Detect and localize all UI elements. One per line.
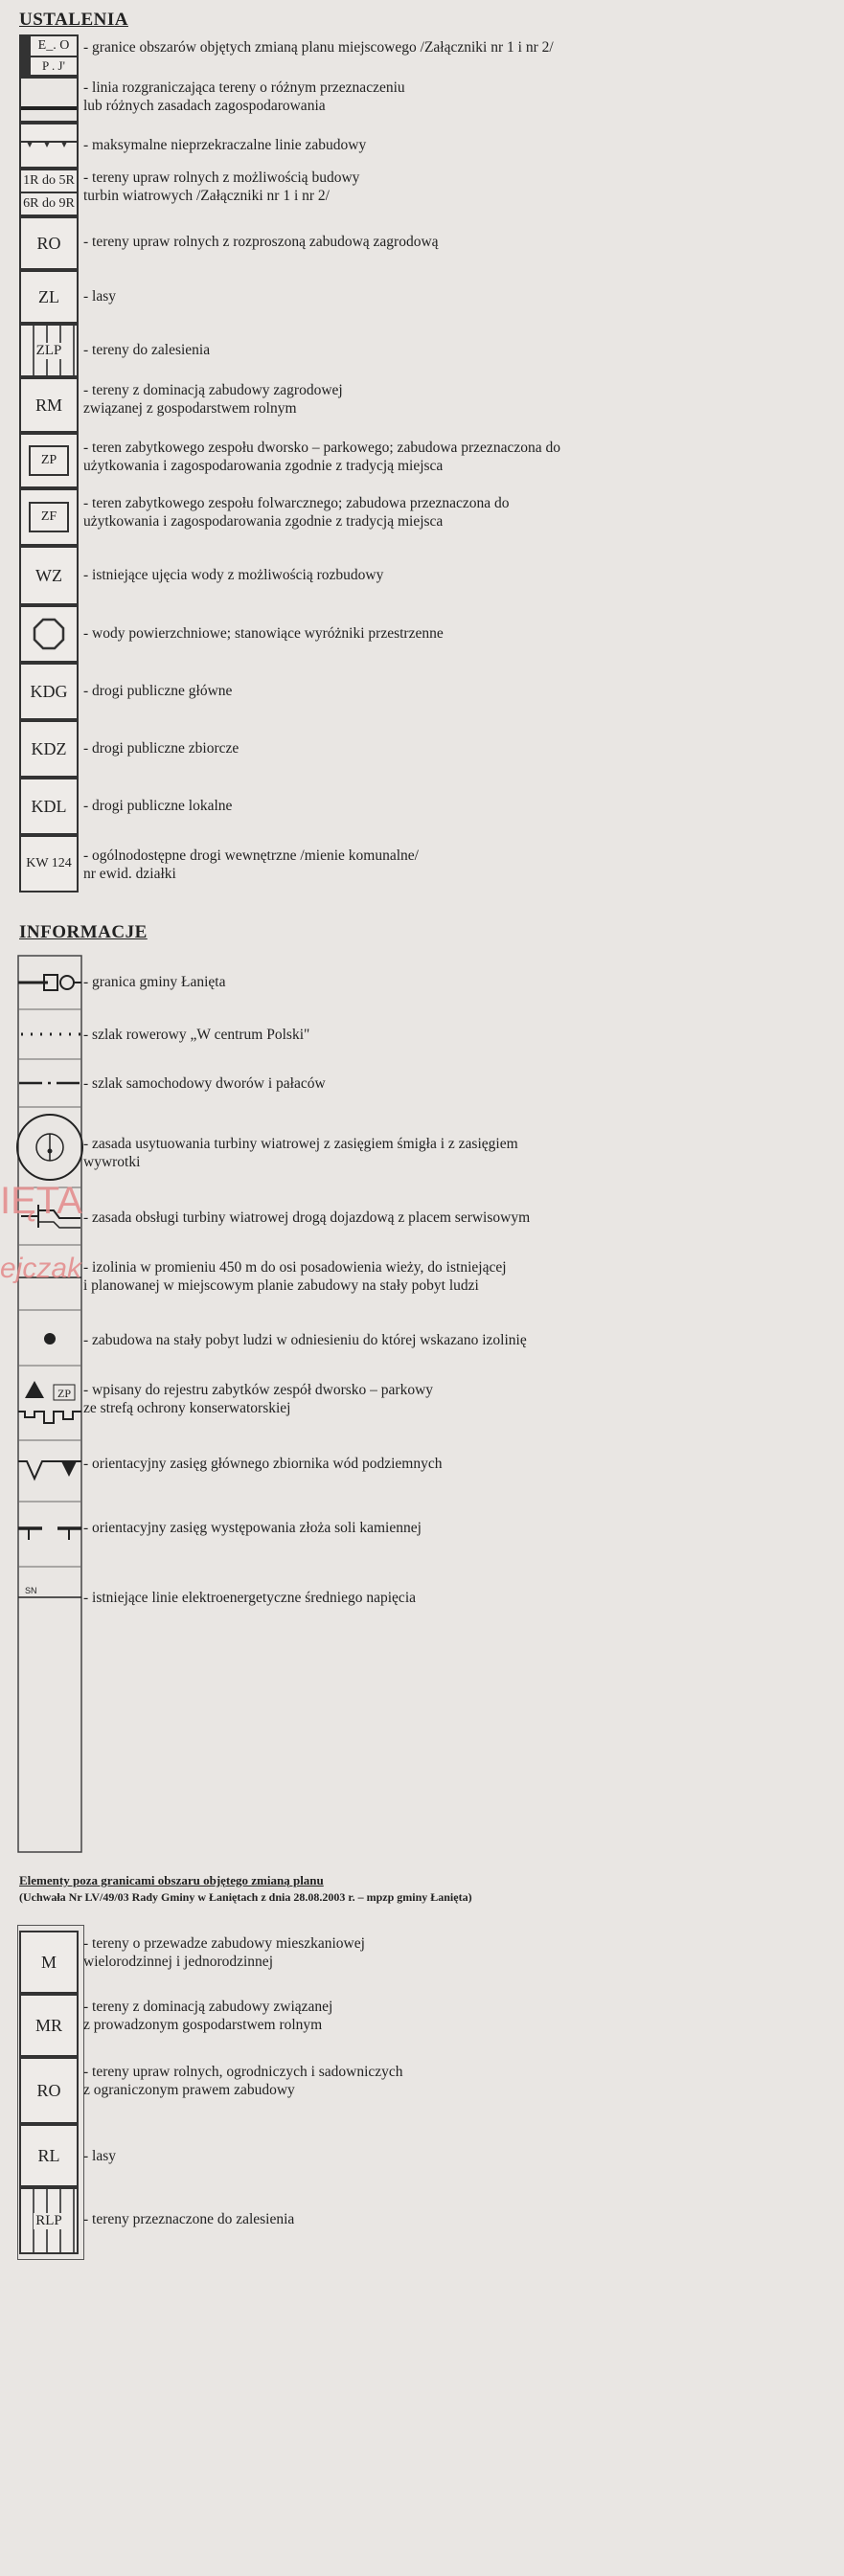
- legend-symbol-kdg: KDG: [19, 663, 79, 720]
- municipal-border-icon: [18, 975, 81, 990]
- legend-desc: - lasy: [83, 288, 117, 305]
- legend-desc: - tereny z dominacją zabudowy zagrodowej związanej z gospodarstwem rolnym: [83, 382, 343, 417]
- legend-symbol-ro: RO: [19, 216, 79, 270]
- legend-desc: - istniejące linie elektroenergetyczne średniego napięcia: [83, 1590, 417, 1606]
- legend-desc: - teren zabytkowego zespołu dworsko – parkowego; zabudowa przeznaczona do użytkowania i zagospodarowania zgodnie z tradycją miejsca: [83, 440, 560, 474]
- legend-desc: - orientacyjny zasięg głównego zbiornika wód podziemnych: [83, 1456, 443, 1472]
- symbol-label: SN: [25, 1586, 37, 1595]
- legend-symbol-mr: MR: [19, 1994, 79, 2057]
- legend-symbol-wz: WZ: [19, 546, 79, 605]
- legend-desc: - zabudowa na stały pobyt ludzi w odniesieniu do której wskazano izolinię: [83, 1332, 527, 1348]
- legend-desc: - tereny upraw rolnych z możliwością budowy turbin wiatrowych /Załączniki nr 1 i nr 2/: [83, 169, 360, 204]
- service-road-icon: [21, 1205, 80, 1228]
- octagon-icon: [33, 618, 65, 650]
- section-title-elementy: Elementy poza granicami obszaru objętego zmianą planu: [19, 1873, 324, 1887]
- symbol-bottom: 6R do 9R: [23, 196, 75, 211]
- legend-symbol-1r-9r: [19, 169, 79, 216]
- legend-desc: - drogi publiczne zbiorcze: [83, 740, 240, 757]
- legend-desc: - lasy: [83, 2148, 117, 2164]
- legend-symbol-kw: KW 124: [19, 835, 79, 893]
- legend-desc: - tereny upraw rolnych, ogrodniczych i sadowniczych z ograniczonym prawem zabudowy: [83, 2064, 403, 2098]
- legend-desc: - szlak rowerowy „W centrum Polski": [83, 1027, 310, 1043]
- legend-desc: - granice obszarów objętych zmianą planu miejscowego /Załączniki nr 1 i nr 2/: [83, 39, 554, 56]
- legend-desc: - zasada obsługi turbiny wiatrowej drogą dojazdową z placem serwisowym: [83, 1209, 531, 1226]
- legend-desc: - maksymalne nieprzekraczalne linie zabudowy: [83, 137, 367, 153]
- legend-desc: - szlak samochodowy dworów i pałaców: [83, 1075, 326, 1092]
- legend-desc: - granica gminy Łanięta: [83, 974, 226, 990]
- legend-desc: - ogólnodostępne drogi wewnętrzne /mienie komunalne/ nr ewid. działki: [83, 847, 419, 882]
- rock-salt-icon: [18, 1528, 81, 1540]
- legend-desc: - tereny upraw rolnych z rozproszoną zabudową zagrodową: [83, 234, 439, 250]
- stamp-text: ejczak: [0, 1253, 82, 1284]
- legend-symbol-boundary: [19, 34, 79, 77]
- legend-symbol-rm: RM: [19, 377, 79, 433]
- legend-symbol-zp: [19, 433, 79, 488]
- legend-symbol-ro-2: RO: [19, 2057, 79, 2124]
- section-title-ustalenia: USTALENIA: [19, 10, 128, 30]
- legend-symbol-kdl: KDL: [19, 778, 79, 835]
- symbol-inner: ZP: [29, 445, 69, 476]
- legend-desc: - tereny przeznaczone do zalesienia: [83, 2211, 295, 2227]
- symbol-bottom: P . J': [42, 58, 65, 73]
- legend-desc: - tereny do zalesienia: [83, 342, 211, 358]
- section-subtitle-elementy: (Uchwała Nr LV/49/03 Rady Gminy w Łaniętach z dnia 28.08.2003 r. – mpzp gminy Łanięta): [19, 1890, 472, 1904]
- legend-desc: - orientacyjny zasięg występowania złoża soli kamiennej: [83, 1520, 422, 1536]
- residential-dot-icon: [44, 1333, 56, 1344]
- legend-desc: - wody powierzchniowe; stanowiące wyróżniki przestrzenne: [83, 625, 444, 642]
- legend-desc: - zasada usytuowania turbiny wiatrowej z zasięgiem śmigła i z zasięgiem wywrotki: [83, 1136, 518, 1170]
- monument-icon: [18, 1381, 81, 1423]
- symbol-label: ZLP: [35, 342, 62, 358]
- legend-desc: - tereny o przewadze zabudowy mieszkaniowej wielorodzinnej i jednorodzinnej: [83, 1935, 365, 1970]
- dividing-line-symbol: [19, 77, 79, 123]
- legend-symbol-zlp: [19, 324, 79, 377]
- informacje-symbols: [15, 954, 84, 1854]
- legend-desc: - izolinia w promieniu 450 m do osi posadowienia wieży, do istniejącej i planowanej w miejscowym planie zabudowy na stały pobyt ludzi: [83, 1259, 507, 1294]
- legend-desc: - wpisany do rejestru zabytków zespół dworsko – parkowy ze strefą ochrony konserwatorskiej: [83, 1382, 434, 1416]
- section-title-informacje: INFORMACJE: [19, 922, 148, 942]
- building-line-symbol: [19, 123, 79, 169]
- symbol-top: 1R do 5R: [21, 170, 77, 193]
- legend-symbol-kdz: KDZ: [19, 720, 79, 778]
- groundwater-icon: [18, 1461, 81, 1479]
- symbol-label: ZP: [57, 1387, 72, 1400]
- legend-symbol-zl: ZL: [19, 270, 79, 324]
- legend-desc: - drogi publiczne lokalne: [83, 798, 233, 814]
- legend-symbol-rlp: [19, 2187, 79, 2254]
- legend-desc: - istniejące ujęcia wody z możliwością rozbudowy: [83, 567, 384, 583]
- legend-desc: - drogi publiczne główne: [83, 683, 233, 699]
- legend-desc: - linia rozgraniczająca tereny o różnym przeznaczeniu lub różnych zasadach zagospodarowania: [83, 79, 405, 114]
- stamp-text: IĘTA: [0, 1180, 82, 1222]
- surface-water-symbol: [19, 605, 79, 663]
- legend-desc: - tereny z dominacją zabudowy związanej z prowadzonym gospodarstwem rolnym: [83, 1999, 333, 2033]
- legend-desc: - teren zabytkowego zespołu folwarcznego; zabudowa przeznaczona do użytkowania i zagospodarowania zgodnie z tradycją miejsca: [83, 495, 510, 530]
- power-line-icon: [18, 1586, 81, 1597]
- wind-turbine-icon: [17, 1115, 82, 1180]
- symbol-top: E_. O: [37, 38, 70, 53]
- legend-symbol-rl: RL: [19, 2124, 79, 2187]
- symbol-inner: ZF: [29, 502, 69, 532]
- legend-symbol-zf: [19, 488, 79, 546]
- symbol-label: RLP: [35, 2212, 62, 2228]
- legend-symbol-m: M: [19, 1931, 79, 1994]
